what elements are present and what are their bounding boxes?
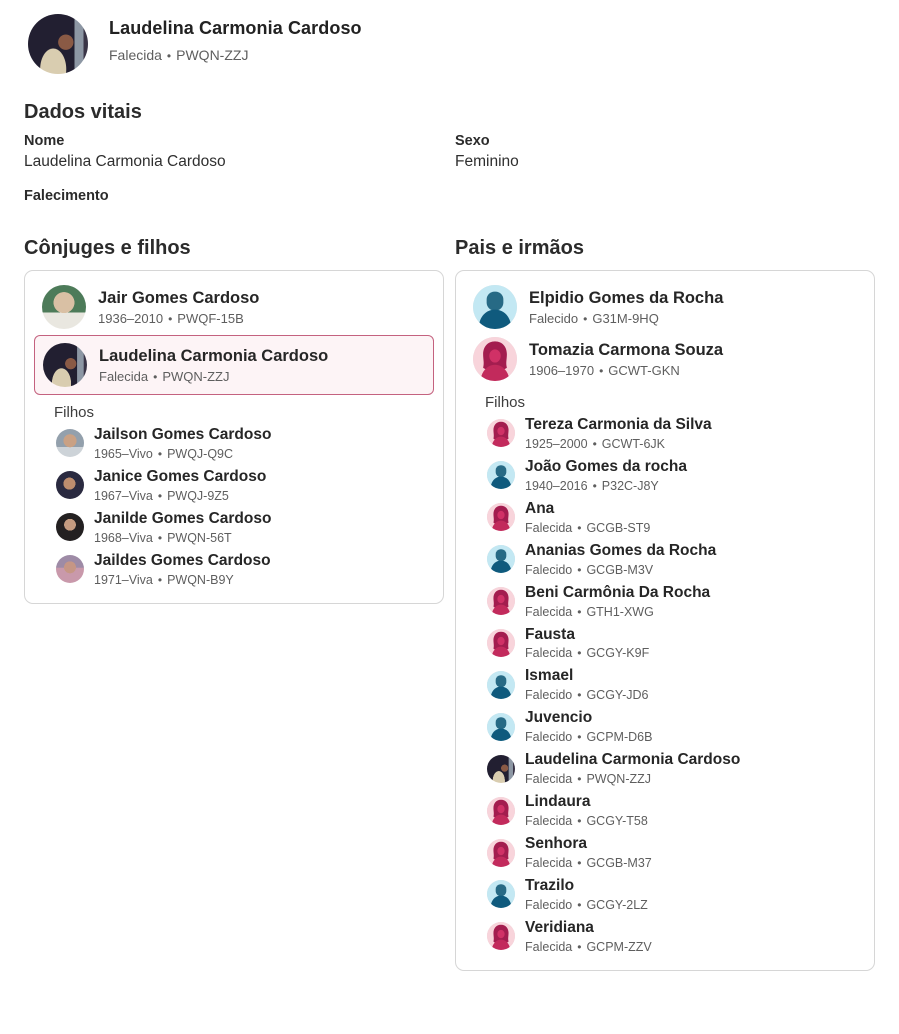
parent-couple-list — [465, 281, 865, 385]
person-id: GCWT-GKN — [608, 363, 680, 379]
person-name[interactable]: Juvencio — [525, 709, 593, 727]
person-avatar — [487, 797, 515, 825]
person-lifespan: 1968–Viva — [94, 530, 153, 545]
person-text — [525, 751, 740, 786]
person-detail — [525, 940, 652, 954]
person-name[interactable]: Trazilo — [525, 876, 575, 894]
person-id: GCPM-ZZV — [586, 939, 652, 954]
person-text — [525, 458, 687, 493]
person-row[interactable] — [56, 465, 434, 507]
bullet-separator: • — [157, 488, 163, 503]
person-name[interactable]: Tereza Carmonia da Silva — [525, 416, 712, 433]
person-text — [525, 919, 652, 954]
person-header-text — [109, 14, 362, 63]
person-name[interactable]: Laudelina Carmonia Cardoso — [525, 751, 741, 769]
family-sections — [0, 237, 899, 971]
person-detail — [98, 311, 259, 326]
bullet-separator: • — [577, 814, 582, 829]
page-title: Laudelina Carmonia Cardoso — [109, 18, 362, 38]
bullet-separator: • — [577, 772, 582, 787]
person-row[interactable] — [34, 335, 434, 395]
person-row[interactable] — [56, 507, 434, 549]
person-detail — [99, 369, 328, 384]
bullet-separator: • — [577, 855, 582, 870]
person-text — [529, 288, 723, 327]
person-avatar — [487, 713, 515, 741]
person-avatar — [487, 461, 515, 489]
person-name[interactable]: Beni Carmônia Da Rocha — [525, 583, 711, 601]
person-lifespan: 1906–1970 — [529, 363, 595, 379]
person-avatar — [487, 419, 515, 447]
parents-title: Pais e irmãos — [455, 237, 584, 259]
person-avatar — [487, 922, 515, 950]
vitals-grid — [24, 133, 875, 204]
person-id: GCPM-D6B — [586, 730, 653, 745]
person-row[interactable] — [487, 916, 865, 958]
person-detail — [525, 772, 740, 786]
person-detail — [525, 730, 652, 744]
person-row[interactable] — [487, 581, 865, 623]
person-detail — [94, 489, 266, 503]
person-row[interactable] — [487, 497, 865, 539]
bullet-separator: • — [168, 312, 173, 327]
female-avatar-icon — [487, 922, 515, 950]
person-name[interactable]: Veridiana — [525, 918, 594, 936]
person-lifespan: Falecida — [525, 772, 573, 787]
person-detail — [525, 688, 649, 702]
person-status: Falecida — [109, 47, 162, 63]
person-lifespan: Falecido — [525, 688, 573, 703]
person-detail — [525, 898, 648, 912]
person-lifespan: Falecido — [529, 311, 579, 327]
person-lifespan: Falecida — [525, 646, 573, 661]
bullet-separator: • — [583, 312, 588, 327]
person-text — [525, 835, 652, 870]
male-avatar-icon — [473, 285, 517, 329]
person-id: PWQF-15B — [177, 311, 244, 327]
person-id: PWQN-ZZJ — [586, 772, 652, 787]
person-avatar — [487, 880, 515, 908]
person-avatar — [487, 503, 515, 531]
person-id: GCGB-M37 — [586, 855, 652, 870]
person-avatar — [487, 755, 515, 783]
person-name[interactable]: Ananias Gomes da Rocha — [525, 541, 717, 559]
person-lifespan: 1965–Vivo — [94, 446, 153, 461]
person-id: GCGY-2LZ — [586, 897, 648, 912]
person-portrait[interactable] — [28, 14, 88, 74]
person-name[interactable]: João Gomes da rocha — [525, 457, 687, 475]
bullet-separator: • — [577, 897, 582, 912]
parents-card — [455, 270, 875, 971]
person-detail — [525, 563, 716, 577]
female-avatar-icon — [487, 797, 515, 825]
person-lifespan: Falecido — [525, 897, 573, 912]
person-avatar — [473, 285, 517, 329]
person-lifespan: 1967–Viva — [94, 488, 153, 503]
person-detail — [529, 311, 723, 326]
person-text — [525, 542, 716, 577]
bullet-separator: • — [153, 370, 158, 385]
vital-field-label: Sexo — [455, 133, 490, 149]
children-label: Filhos — [54, 404, 95, 421]
vital-field — [24, 133, 455, 171]
person-row[interactable] — [56, 549, 434, 591]
person-detail — [525, 437, 712, 451]
person-lifespan: 1971–Viva — [94, 572, 153, 587]
person-detail — [525, 814, 648, 828]
person-avatar — [43, 343, 87, 387]
person-text — [94, 510, 271, 545]
person-status-line — [109, 47, 362, 63]
person-text — [98, 288, 259, 327]
vitals-title: Dados vitais — [24, 101, 142, 123]
person-detail — [94, 573, 271, 587]
person-row[interactable] — [487, 623, 865, 665]
person-row[interactable] — [487, 539, 865, 581]
person-name[interactable]: Laudelina Carmonia Cardoso — [99, 346, 329, 365]
person-row[interactable] — [487, 413, 865, 455]
bullet-separator: • — [577, 688, 582, 703]
person-text — [94, 468, 266, 503]
person-text — [525, 793, 648, 828]
person-avatar — [487, 629, 515, 657]
bullet-separator: • — [599, 364, 604, 379]
person-text — [529, 340, 723, 379]
person-lifespan: Falecida — [525, 604, 573, 619]
person-row[interactable] — [487, 790, 865, 832]
person-text — [94, 426, 271, 461]
female-avatar-icon — [487, 587, 515, 615]
person-detail — [525, 856, 652, 870]
person-name[interactable]: Jailson Gomes Cardoso — [94, 426, 272, 443]
male-avatar-icon — [487, 880, 515, 908]
bullet-separator: • — [577, 520, 582, 535]
person-id: PWQN-ZZJ — [162, 369, 230, 385]
person-row[interactable] — [487, 664, 865, 706]
spouse-couple-list — [34, 281, 434, 395]
female-avatar-icon — [487, 629, 515, 657]
person-id: PWQN-ZZJ — [176, 47, 249, 63]
bullet-separator: • — [157, 572, 163, 587]
person-text — [525, 416, 712, 451]
person-row[interactable] — [465, 333, 865, 385]
person-lifespan: Falecida — [525, 939, 573, 954]
vital-field-label: Nome — [24, 133, 65, 149]
female-avatar-icon — [487, 839, 515, 867]
person-avatar — [42, 285, 86, 329]
person-lifespan: Falecida — [525, 520, 573, 535]
person-name[interactable]: Janice Gomes Cardoso — [94, 467, 267, 485]
person-row[interactable] — [487, 455, 865, 497]
male-avatar-icon — [487, 461, 515, 489]
vital-field — [455, 133, 875, 171]
person-id: GCGY-K9F — [586, 646, 650, 661]
male-avatar-icon — [487, 671, 515, 699]
person-avatar — [487, 839, 515, 867]
person-row[interactable] — [56, 423, 434, 465]
person-avatar — [487, 671, 515, 699]
person-text — [525, 626, 649, 661]
person-text — [525, 500, 650, 535]
person-detail — [94, 531, 271, 545]
spouses-section — [24, 237, 444, 971]
person-name[interactable]: Ana — [525, 499, 555, 517]
person-id: P32C-J8Y — [601, 478, 659, 493]
person-row[interactable] — [465, 281, 865, 333]
person-id: PWQJ-9Z5 — [167, 488, 229, 503]
female-avatar-icon — [487, 419, 515, 447]
person-avatar — [56, 471, 84, 499]
children-label: Filhos — [485, 394, 526, 411]
female-avatar-icon — [487, 503, 515, 531]
vital-field — [24, 188, 455, 204]
parents-section — [455, 237, 875, 971]
person-name[interactable]: Jair Gomes Cardoso — [98, 288, 260, 307]
person-name[interactable]: Janilde Gomes Cardoso — [94, 509, 272, 527]
person-lifespan: Falecida — [99, 369, 149, 385]
person-name[interactable]: Lindaura — [525, 793, 591, 811]
vital-field-value: Laudelina Carmonia Cardoso — [24, 153, 226, 170]
person-id: PWQN-56T — [167, 530, 232, 545]
person-detail — [525, 605, 710, 619]
vital-field-value: Feminino — [455, 153, 519, 170]
bullet-separator: • — [592, 436, 597, 451]
spouses-card — [24, 270, 444, 604]
person-lifespan: Falecida — [525, 814, 573, 829]
person-id: GCWT-6JK — [601, 436, 665, 451]
person-avatar — [56, 429, 84, 457]
spouses-title: Cônjuges e filhos — [24, 237, 191, 259]
person-id: GCGB-ST9 — [586, 520, 651, 535]
person-detail — [94, 447, 271, 461]
person-id: PWQN-B9Y — [167, 572, 234, 587]
spouse-children-list — [56, 423, 434, 591]
person-row[interactable] — [487, 874, 865, 916]
person-name[interactable]: Elpidio Gomes da Rocha — [529, 288, 724, 307]
person-text — [94, 552, 271, 587]
person-lifespan: 1936–2010 — [98, 311, 164, 327]
person-detail — [525, 521, 650, 535]
bullet-separator: • — [157, 530, 163, 545]
person-avatar — [56, 555, 84, 583]
vital-field-label: Falecimento — [24, 188, 109, 204]
person-name[interactable]: Ismael — [525, 667, 574, 685]
person-lifespan: Falecida — [525, 855, 573, 870]
person-name[interactable]: Jaildes Gomes Cardoso — [94, 551, 271, 569]
person-text — [525, 667, 649, 702]
person-detail — [525, 646, 649, 660]
person-name[interactable]: Tomazia Carmona Souza — [529, 340, 724, 359]
female-avatar-icon — [473, 337, 517, 381]
sibling-list — [487, 413, 865, 958]
person-detail — [529, 363, 723, 378]
person-id: GTH1-XWG — [586, 604, 654, 619]
person-id: GCGY-T58 — [586, 814, 648, 829]
person-row[interactable] — [487, 748, 865, 790]
person-avatar — [487, 587, 515, 615]
person-row[interactable] — [487, 832, 865, 874]
vitals-section — [0, 101, 899, 204]
bullet-separator: • — [592, 478, 597, 493]
person-id: GCGB-M3V — [586, 562, 654, 577]
male-avatar-icon — [487, 713, 515, 741]
person-avatar — [487, 545, 515, 573]
person-name[interactable]: Fausta — [525, 625, 575, 643]
bullet-separator: • — [166, 49, 172, 63]
person-lifespan: Falecido — [525, 562, 573, 577]
person-lifespan: 1940–2016 — [525, 478, 588, 493]
person-lifespan: Falecido — [525, 730, 573, 745]
person-avatar — [473, 337, 517, 381]
person-text — [525, 877, 648, 912]
person-name[interactable]: Senhora — [525, 835, 588, 853]
person-text — [525, 584, 710, 619]
bullet-separator: • — [577, 939, 582, 954]
person-lifespan: 1925–2000 — [525, 436, 588, 451]
person-text — [525, 709, 652, 744]
person-header — [0, 0, 899, 74]
person-id: G31M-9HQ — [592, 311, 659, 327]
bullet-separator: • — [577, 646, 582, 661]
bullet-separator: • — [577, 730, 582, 745]
person-id: GCGY-JD6 — [586, 688, 649, 703]
person-detail — [525, 479, 687, 493]
person-id: PWQJ-Q9C — [167, 446, 234, 461]
person-row[interactable] — [34, 281, 434, 333]
bullet-separator: • — [157, 446, 163, 461]
bullet-separator: • — [577, 562, 582, 577]
person-row[interactable] — [487, 706, 865, 748]
person-avatar — [56, 513, 84, 541]
male-avatar-icon — [487, 545, 515, 573]
bullet-separator: • — [577, 604, 582, 619]
person-text — [99, 346, 328, 385]
